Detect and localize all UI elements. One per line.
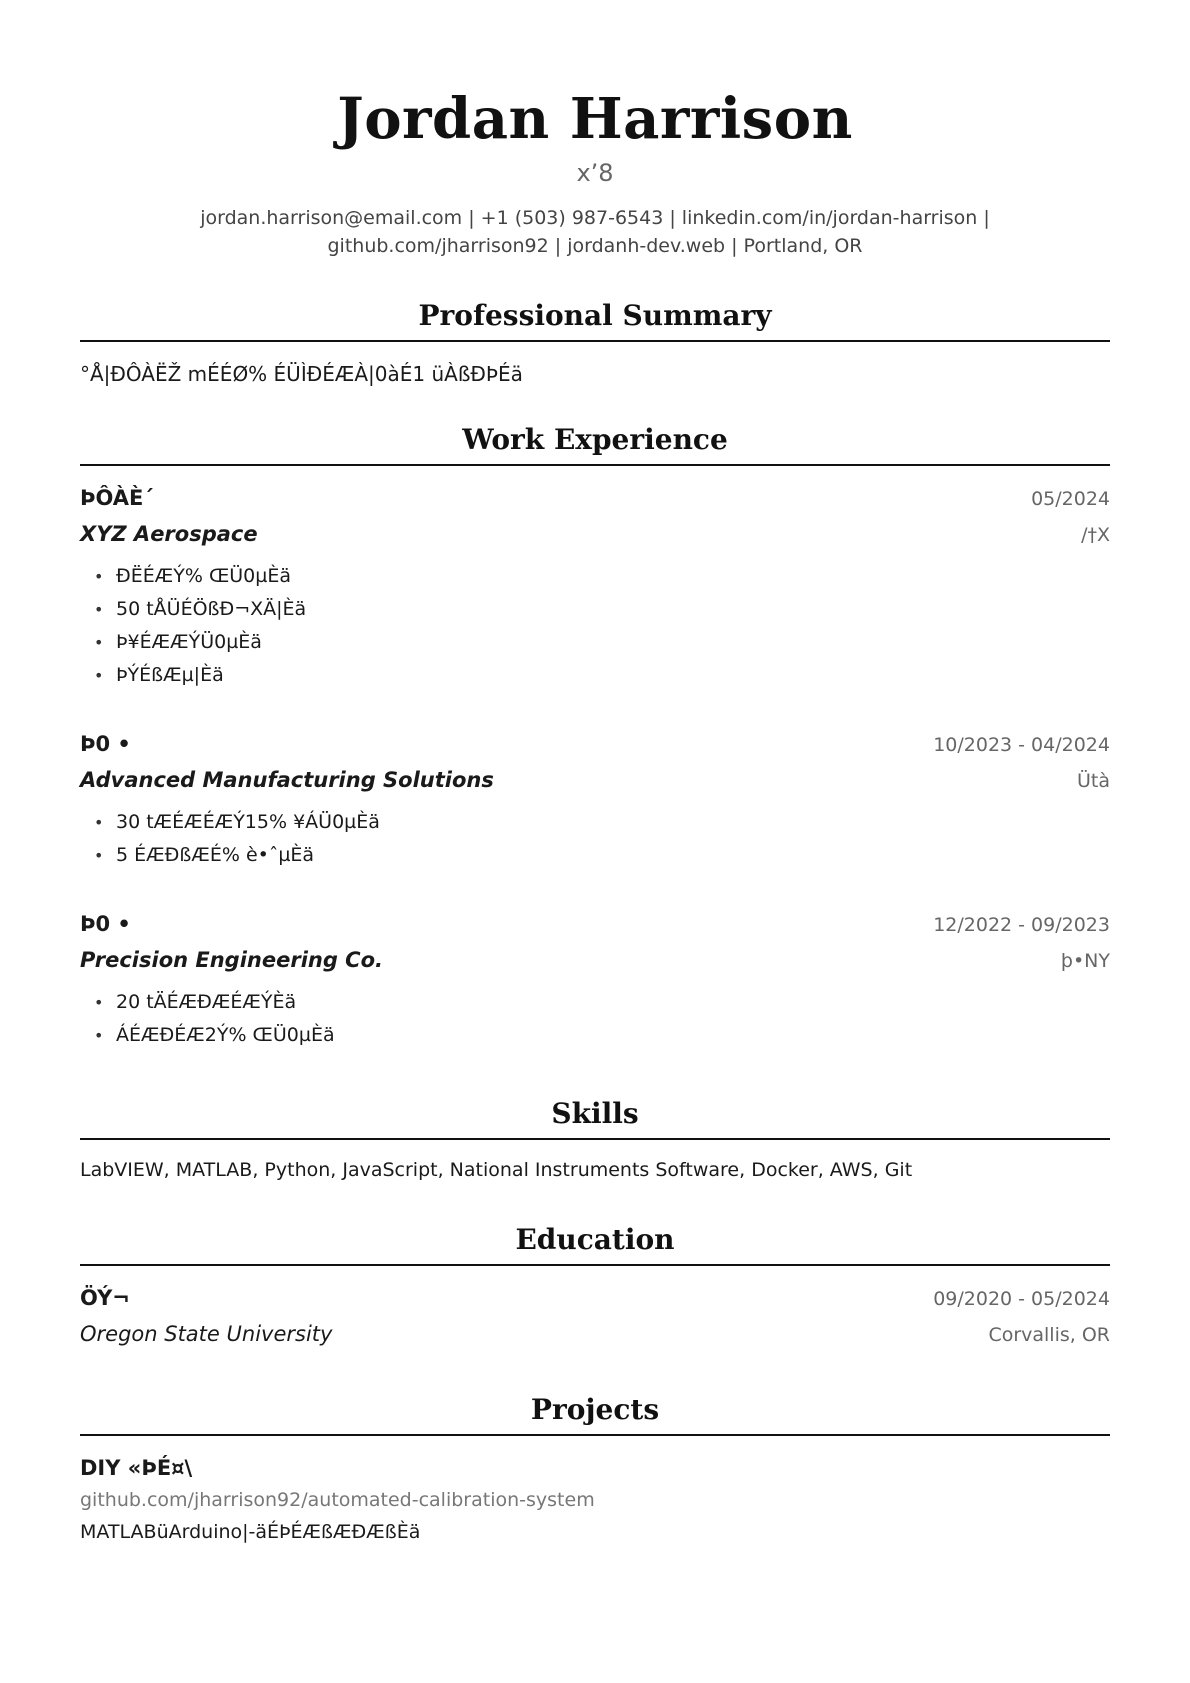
job-company: Precision Engineering Co. bbox=[80, 948, 384, 972]
job-title: Þ0 • bbox=[80, 732, 131, 756]
job-entry bbox=[80, 482, 1110, 692]
education-header-row bbox=[80, 1282, 1110, 1315]
job-bullet: • 5 ÉÆÐßÆÉ% è•ˆµÈä bbox=[94, 839, 1110, 872]
job-bullet: • ÐËÉÆÝ% ŒÜ0µÈä bbox=[94, 560, 1110, 593]
job-bullet: • ÞÝÉßÆµ|Èä bbox=[94, 659, 1110, 692]
job-bullets bbox=[80, 806, 1110, 872]
job-location: /†X bbox=[1081, 524, 1110, 546]
job-entry bbox=[80, 908, 1110, 1052]
job-header-row bbox=[80, 728, 1110, 761]
education-school-row bbox=[80, 1315, 1110, 1354]
job-bullet: • ÁÉÆÐÉÆ2Ý% ŒÜ0µÈä bbox=[94, 1019, 1110, 1052]
education-date: 09/2020 - 05/2024 bbox=[933, 1288, 1110, 1310]
skills-section bbox=[80, 1096, 1110, 1184]
job-title: Þ0 • bbox=[80, 912, 131, 936]
projects-section bbox=[80, 1392, 1110, 1548]
job-company-row bbox=[80, 515, 1110, 554]
summary-text: °Å|ÐÔÀËŽ mÉÉØ% ÉÜÌÐÉÆÀ|0àÉ1 üÀßÐÞÉä bbox=[80, 362, 523, 386]
section-title-experience: Work Experience bbox=[80, 422, 1110, 466]
skills-text: LabVIEW, MATLAB, Python, JavaScript, National Instruments Software, Docker, AWS, Git bbox=[80, 1159, 913, 1181]
education-location: Corvallis, OR bbox=[988, 1324, 1110, 1346]
job-header-row bbox=[80, 482, 1110, 515]
contact-line: jordan.harrison@email.com | +1 (503) 987-6543 | linkedin.com/in/jordan-harrison | github.com/jharrison92 | jordanh-dev.web | Portland, OR bbox=[200, 207, 990, 257]
job-location: þ•NY bbox=[1060, 950, 1110, 972]
job-bullet: • Þ¥ÉÆÆÝÜ0µÈä bbox=[94, 626, 1110, 659]
project-entry bbox=[80, 1452, 1110, 1548]
section-title-projects: Projects bbox=[80, 1392, 1110, 1436]
experience-section bbox=[80, 422, 1110, 1052]
job-bullet: • 20 tÄÉÆÐÆÉÆÝÈä bbox=[94, 986, 1110, 1019]
section-title-summary: Professional Summary bbox=[80, 298, 1110, 342]
project-link[interactable]: github.com/jharrison92/automated-calibration-system bbox=[80, 1489, 595, 1511]
candidate-headline: x’8 bbox=[576, 159, 614, 187]
job-entry bbox=[80, 728, 1110, 872]
education-entry bbox=[80, 1282, 1110, 1354]
section-title-education: Education bbox=[80, 1222, 1110, 1266]
education-section bbox=[80, 1222, 1110, 1354]
job-bullet: • 50 tÅÜÉÖßÐ¬XÄ|Èä bbox=[94, 593, 1110, 626]
job-company-row bbox=[80, 941, 1110, 980]
section-title-skills: Skills bbox=[80, 1096, 1110, 1140]
summary-section bbox=[80, 298, 1110, 388]
job-header-row bbox=[80, 908, 1110, 941]
job-company: XYZ Aerospace bbox=[80, 522, 258, 546]
job-location: Ütà bbox=[1077, 770, 1110, 792]
job-bullet: • 30 tÆÉÆÉÆÝ15% ¥ÁÜ0µÈä bbox=[94, 806, 1110, 839]
job-bullets bbox=[80, 560, 1110, 692]
job-bullets bbox=[80, 986, 1110, 1052]
project-name: DIY «ÞÉ¤\ bbox=[80, 1456, 193, 1480]
education-degree: ÖÝ¬ bbox=[80, 1286, 130, 1310]
candidate-name: Jordan Harrison bbox=[337, 86, 853, 152]
education-school: Oregon State University bbox=[80, 1322, 333, 1346]
job-date: 05/2024 bbox=[1031, 488, 1110, 510]
job-title: ÞÔÀÈ´ bbox=[80, 486, 154, 510]
job-company-row bbox=[80, 761, 1110, 800]
project-description: MATLABüArduino|-äÉÞÉÆßÆÐÆßÈä bbox=[80, 1521, 421, 1543]
job-date: 12/2022 - 09/2023 bbox=[933, 914, 1110, 936]
job-date: 10/2023 - 04/2024 bbox=[933, 734, 1110, 756]
job-company: Advanced Manufacturing Solutions bbox=[80, 768, 494, 792]
